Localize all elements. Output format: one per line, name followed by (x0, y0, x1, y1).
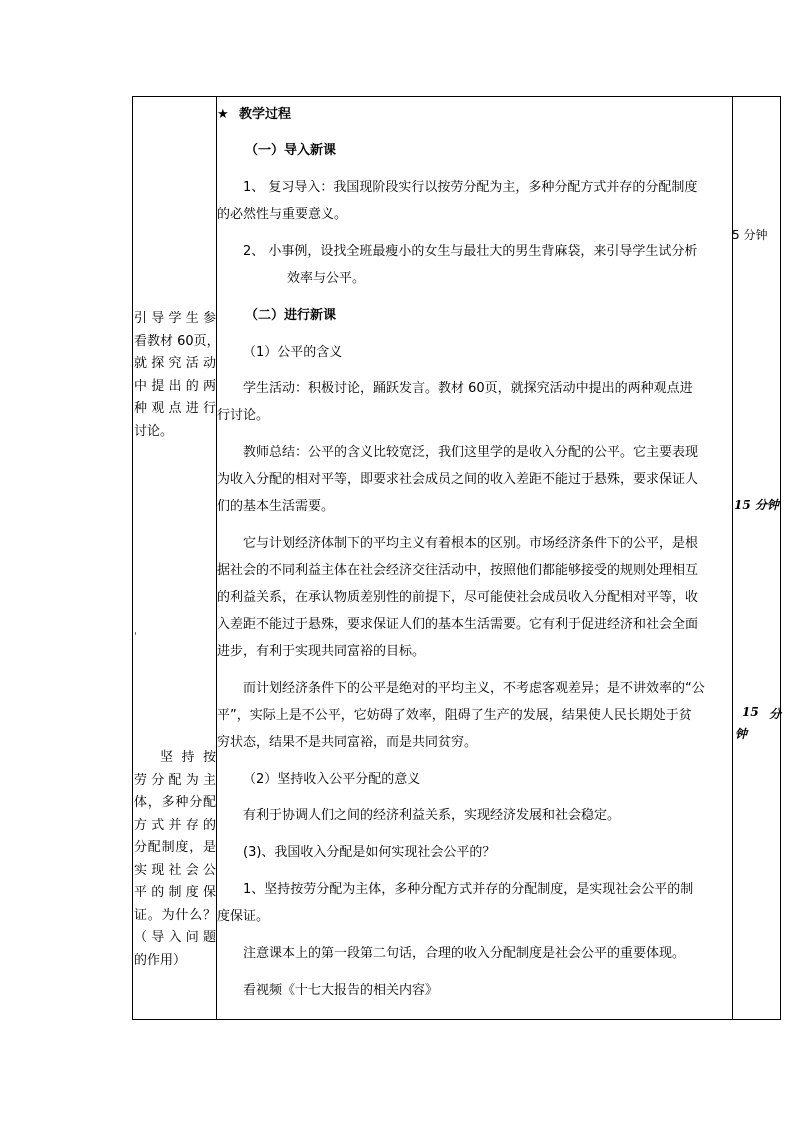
left-note-line: 分配制度，是 (134, 840, 216, 855)
section-title: 教学过程 (239, 107, 292, 122)
time-15-number: 15 (742, 705, 759, 719)
left-note-discussion (134, 308, 220, 443)
paragraph-line: 行讨论。 (217, 408, 270, 423)
paragraph-line: 1、坚持按劳分配为主体，多种分配方式并存的分配制度，是实现社会公平的制 (243, 882, 694, 897)
left-note-line: 方式并存的 (134, 817, 216, 833)
paragraph-line: 效率与公平。 (287, 271, 366, 286)
left-note-line: 就探究活动 (134, 356, 216, 371)
left-note-line: 证。为什么？ (134, 907, 216, 923)
subheading: （1）公平的含义 (243, 345, 343, 360)
paragraph-line: 有利于协调人们之间的经济利益关系，实现经济发展和社会稳定。 (243, 808, 621, 823)
left-note-line: 劳分配为主 (134, 772, 216, 788)
paragraph-line: 为收入分配的相对平等，即要求社会成员之间的收入差距不能过于悬殊，要求保证人 (217, 472, 699, 487)
left-note-line: 引导学生参 (134, 311, 216, 326)
paragraph-line: 注意课本上的第一段第二句话，合理的收入分配制度是社会公平的重要体现。 (243, 946, 686, 961)
paragraph-line: 2、 小事例，设找全班最瘦小的女生与最壮大的男生背麻袋，来引导学生试分析 (243, 244, 698, 259)
paragraph-line: 平”，实际上是不公平，它妨碍了效率，阻碍了生产的发展，结果使人民长期处于贫 (217, 708, 692, 723)
left-note-distribution (134, 747, 216, 972)
heading-intro: （一）导入新课 (245, 143, 337, 158)
left-note-line: 实现社会公 (134, 862, 216, 878)
lesson-table (132, 96, 781, 1020)
paragraph-line: 看视频《十七大报告的相关内容》 (243, 983, 439, 998)
subheading: （2）坚持收入公平分配的意义 (243, 772, 421, 787)
left-note-line: 中提出的两 (134, 378, 216, 394)
paragraph-line: 们的基本生活需要。 (217, 499, 335, 514)
paragraph-line: 据社会的不同利益主体在社会经济交往活动中，按照他们都能够接受的规则处理相互 (217, 563, 699, 578)
time-15min: 15 分钟 (734, 498, 779, 512)
left-note-line: 体，多种分配 (134, 795, 216, 810)
left-note-line: 平的制度保 (134, 885, 216, 900)
column-divider-left (216, 97, 217, 1019)
paragraph-line: 它与计划经济体制下的平均主义有着根本的区别。市场经济条件下的公平，是根 (243, 536, 699, 551)
left-note-line: 讨论。 (134, 423, 174, 439)
paragraph-line: 度保证。 (217, 909, 270, 924)
left-note-line: 的作用） (134, 952, 187, 968)
time-15-unit-a: 分 (769, 707, 782, 721)
left-note-line: 坚持按 (160, 750, 216, 765)
left-note-line: 种观点进行 (134, 401, 216, 416)
paragraph-line: 1、 复习导入：我国现阶段实行以按劳分配为主，多种分配方式并存的分配制度 (243, 180, 698, 195)
star-icon: ★ (217, 107, 229, 122)
time-15-unit-b: 钟 (735, 727, 748, 741)
paragraph-line: 穷状态，结果不是共同富裕，而是共同贫穷。 (217, 735, 478, 750)
left-note-line: （导入问题 (134, 930, 216, 945)
paragraph-line: 而计划经济条件下的公平是绝对的平均主义，不考虑客观差异；是不讲效率的“公 (243, 681, 705, 696)
paragraph-line: 的利益关系，在承认物质差别性的前提下，尽可能使社会成员收入分配相对平等，收 (217, 590, 699, 605)
subheading: (3)、我国收入分配是如何实现社会公平的？ (243, 845, 496, 860)
left-note-line: 看教材 60页， (134, 333, 220, 349)
paragraph-line: 教师总结：公平的含义比较宽泛，我们这里学的是收入分配的公平。它主要表现 (243, 445, 699, 460)
heading-new-lesson: （二）进行新课 (245, 308, 337, 323)
small-mark: ' (134, 630, 138, 643)
paragraph-line: 入差距不能过于悬殊，要求保证人们的基本生活需要。它有利于促进经济和社会全面 (217, 617, 699, 632)
paragraph-line: 进步，有利于实现共同富裕的目标。 (217, 644, 426, 659)
paragraph-line: 学生活动：积极讨论，踊跃发言。教材 60页，就探究活动中提出的两种观点进 (243, 381, 693, 396)
time-5min: 5 分钟 (732, 228, 768, 242)
paragraph-line: 的必然性与重要意义。 (217, 207, 348, 222)
